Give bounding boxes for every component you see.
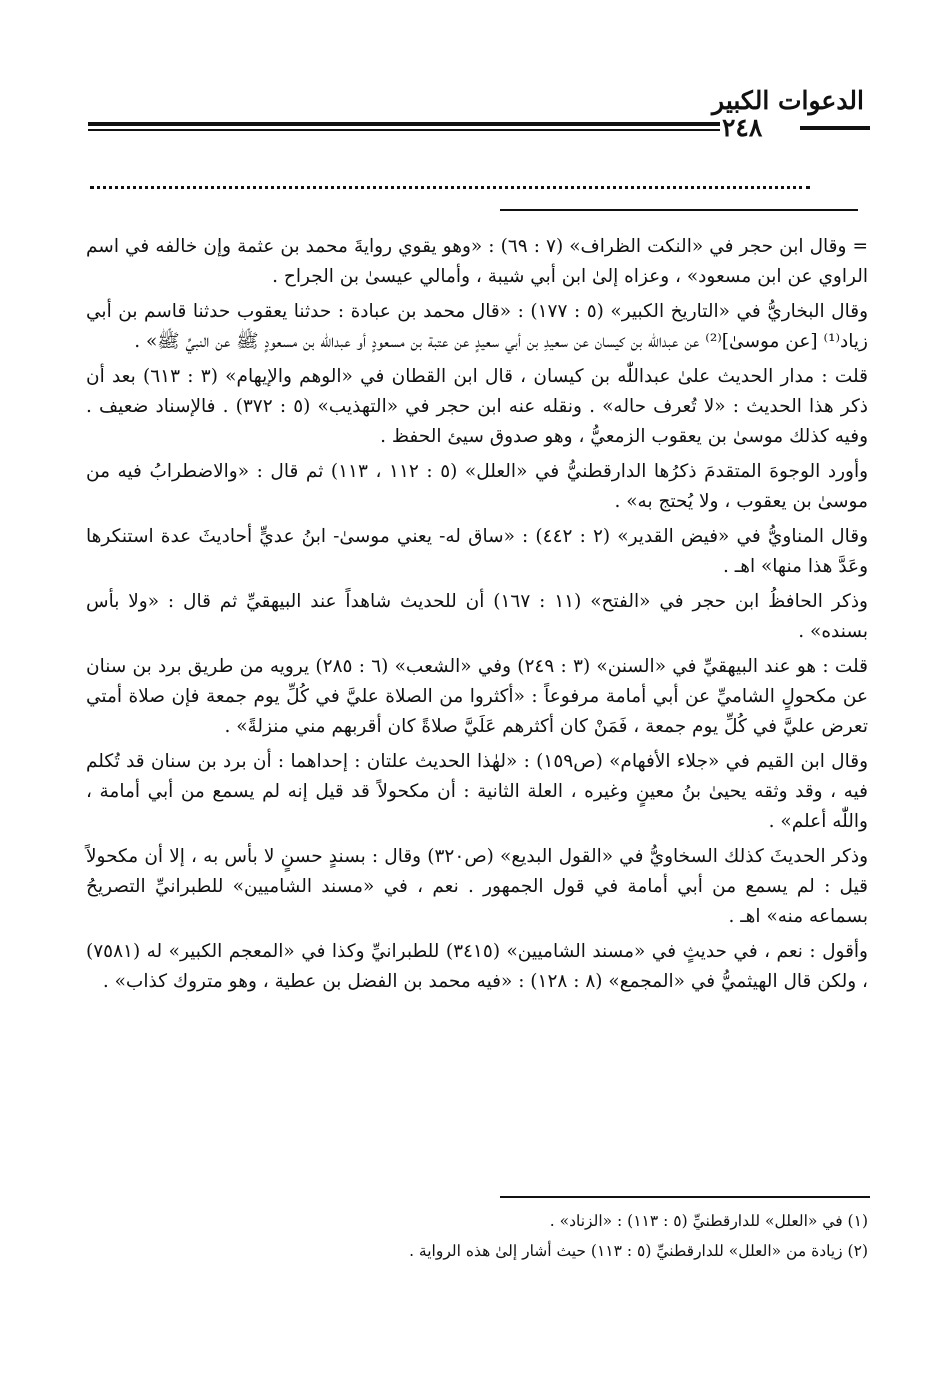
paragraph: وقال البخاريُّ في «التاريخ الكبير» (٥ : ١٧٧) : «قال محمد بن عبادة : حدثنا يعقوب حدثنا قاسم بن أبي زياد⁽¹⁾ [عن موسىٰ]⁽²⁾ عن عبداللّٰه بن كيسان عن سعيدِ بن أبي سعيدٍ عن عتبة بن مسعودٍ أو عبداللّٰه بن مسعودٍ ﷺ عن النبيِّ ﷺ» .: [86, 301, 869, 352]
paragraph: وأورد الوجوهَ المتقدمَ ذكرُها الدارقطنيُّ في «العلل» (٥ : ١١٢ ، ١١٣) ثم قال : «والاضطرابُ فيه من موسىٰ بن يعقوب ، ولا يُحتج به» .: [86, 461, 869, 512]
dotted-separator: [90, 186, 810, 189]
paragraph: قلت : مدار الحديث علىٰ عبداللّٰه بن كيسان ، قال ابن القطان في «الوهم والإيهام» (٣ : ٦١٣) بعد أن ذكر هذا الحديث : «لا تُعرف حاله» . ونقله عنه ابن حجر في «التهذيب» (٥ : ٣٧٢) . فالإسناد ضعيف . وفيه كذلك موسىٰ بن يعقوب الزمعيُّ ، وهو صدوق سيئ الحفظ .: [86, 366, 869, 447]
header-rule-thin: [88, 129, 720, 131]
paragraph: قلت : هو عند البيهقيِّ في «السنن» (٣ : ٢٤٩) وفي «الشعب» (٦ : ٢٨٥) يرويه من طريق برد بن سنان عن مكحولٍ الشاميِّ عن أبي أمامة مرفوعاً : «أكثروا من الصلاة عليَّ في كُلِّ يوم جمعة فإن صلاة أمتي تعرض عليَّ في كُلِّ يوم جمعة ، فَمَنْ كان أكثرهم عَلَيَّ صلاةً كان أقربهم مني منزلةً» .: [86, 656, 868, 737]
footnote-rule: [500, 1196, 870, 1198]
footnotes: [86, 1206, 868, 1266]
paragraph: = وقال ابن حجر في «النكت الظراف» (٧ : ٦٩) : «وهو يقوي روايةَ محمد بن عثمة وإن خالفه في اسم الراوي عن ابن مسعود» ، وعزاه إلىٰ ابن أبي شيبة ، وأمالي عيسىٰ بن الجراح .: [86, 236, 868, 287]
paragraph: وقال ابن القيم في «جلاء الأفهام» (ص١٥٩) : «لهٰذا الحديث علتان : إحداهما : أن برد بن سنان قد تُكلم فيه ، وقد وثقه يحيىٰ بنُ معينٍ وغيره ، العلة الثانية : أن مكحولاً قد قيل إنه لم يسمع من أبي أمامة ، واللّٰه أعلم» .: [86, 751, 868, 832]
header-rule-right: [800, 126, 870, 130]
footnote-continuation-rule: [500, 209, 858, 211]
header-rule: [88, 122, 720, 126]
page-number: ٢٤٨: [722, 113, 763, 142]
paragraph: وقال المناويُّ في «فيض القدير» (٢ : ٤٤٢) : «ساق له- يعني موسىٰ- ابنُ عديٍّ أحاديثَ عدة استنكرها وعَدَّ هذا منها» اهـ .: [86, 526, 869, 577]
paragraph: وذكر الحافظُ ابن حجر في «الفتح» (١١ : ١٦٧) أن للحديث شاهداً عند البيهقيِّ ثم قال : «ولا بأس بسنده» .: [86, 591, 868, 642]
running-header-title: الدعوات الكبير: [712, 86, 864, 115]
paragraph: وذكر الحديثَ كذلك السخاويُّ في «القول البديع» (ص٣٢٠) وقال : بسندٍ حسنٍ لا بأس به ، إلا أن مكحولاً قيل : لم يسمع من أبي أمامة في قول الجمهور . نعم ، في «مسند الشاميين» للطبرانيِّ التصريحُ بسماعه منه» اهـ .: [86, 846, 869, 927]
footnote: (٢) زيادة من «العلل» للدارقطنيِّ (٥ : ١١٣) حيث أشار إلىٰ هذه الرواية .: [409, 1242, 868, 1260]
paragraph: وأقول : نعم ، في حديثٍ في «مسند الشاميين» (٣٤١٥) للطبرانيِّ وكذا في «المعجم الكبير» له (٧٥٨١) ، ولكن قال الهيثميُّ في «المجمع» (٨ : ١٢٨) : «فيه محمد بن الفضل بن عطية ، وهو متروك كذاب» .: [86, 941, 868, 992]
footnote: (١) في «العلل» للدارقطنيِّ (٥ : ١١٣) : «الزناد» .: [549, 1212, 868, 1230]
body-text: [86, 232, 868, 997]
